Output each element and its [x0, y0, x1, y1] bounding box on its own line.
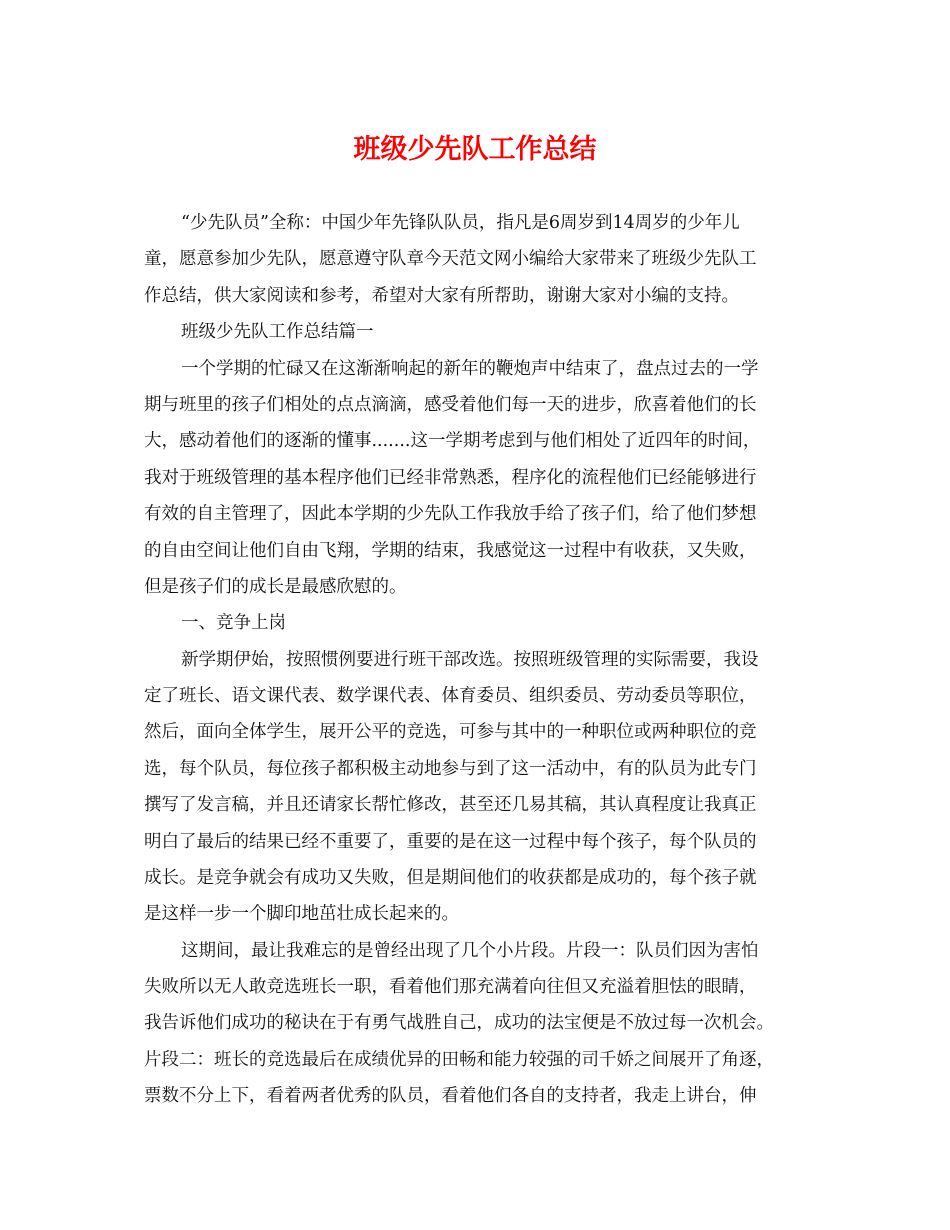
- paragraph-line: 失败所以无人敢竞选班长一职，看着他们那充满着向往但又充溢着胆怯的眼睛，: [144, 977, 757, 997]
- paragraph-line: 这期间，最让我难忘的是曾经出现了几个小片段。片段一：队员们因为害怕: [181, 941, 759, 961]
- paragraph-line: 大，感动着他们的逐渐的懂事.......这一学期考虑到与他们相处了近四年的时间，: [144, 431, 761, 451]
- paragraph-line: 新学期伊始，按照惯例要进行班干部改选。按照班级管理的实际需要，我设: [181, 650, 759, 670]
- paragraph-line: 有效的自主管理了，因此本学期的少先队工作我放手给了孩子们，给了他们梦想: [144, 504, 757, 524]
- paragraph-line: 明白了最后的结果已经不重要了，重要的是在这一过程中每个孩子，每个队员的: [144, 832, 757, 852]
- section-heading: 一、竞争上岗: [181, 613, 286, 633]
- paragraph-line: “少先队员”全称：中国少年先锋队队员，指凡是6周岁到14周岁的少年儿: [181, 213, 740, 233]
- paragraph-line: 一个学期的忙碌又在这渐渐响起的新年的鞭炮声中结束了，盘点过去的一学: [181, 359, 759, 379]
- paragraph-line: 撰写了发言稿，并且还请家长帮忙修改，甚至还几易其稿，其认真程度让我真正: [144, 795, 757, 815]
- paragraph-line: 我对于班级管理的基本程序他们已经非常熟悉，程序化的流程他们已经能够进行: [144, 468, 757, 488]
- section-heading: 班级少先队工作总结篇一: [181, 322, 374, 342]
- document-title: 班级少先队工作总结: [353, 134, 597, 165]
- paragraph-line: 但是孩子们的成长是最感欣慰的。: [144, 577, 407, 597]
- paragraph-line: 作总结，供大家阅读和参考，希望对大家有所帮助，谢谢大家对小编的支持。: [144, 286, 739, 306]
- paragraph-line: 是这样一步一个脚印地茁壮成长起来的。: [144, 904, 459, 924]
- paragraph-line: 片段二：班长的竞选最后在成绩优异的田畅和能力较强的司千娇之间展开了角逐，: [144, 1050, 774, 1070]
- paragraph-line: 我告诉他们成功的秘诀在于有勇气战胜自己，成功的法宝便是不放过每一次机会。: [144, 1013, 774, 1033]
- paragraph-line: 期与班里的孩子们相处的点点滴滴，感受着他们每一天的进步，欣喜着他们的长: [144, 395, 757, 415]
- paragraph-line: 定了班长、语文课代表、数学课代表、体育委员、组织委员、劳动委员等职位，: [144, 686, 757, 706]
- paragraph-line: 然后，面向全体学生，展开公平的竞选，可参与其中的一种职位或两种职位的竞: [144, 722, 757, 742]
- paragraph-line: 童，愿意参加少先队，愿意遵守队章今天范文网小编给大家带来了班级少先队工: [144, 249, 757, 269]
- paragraph-line: 票数不分上下，看着两者优秀的队员，看着他们各自的支持者，我走上讲台，伸: [144, 1086, 757, 1106]
- paragraph-line: 选，每个队员，每位孩子都积极主动地参与到了这一活动中，有的队员为此专门: [144, 759, 757, 779]
- paragraph-line: 的自由空间让他们自由飞翔，学期的结束，我感觉这一过程中有收获，又失败，: [144, 541, 757, 561]
- paragraph-line: 成长。是竞争就会有成功又失败，但是期间他们的收获都是成功的，每个孩子就: [144, 868, 757, 888]
